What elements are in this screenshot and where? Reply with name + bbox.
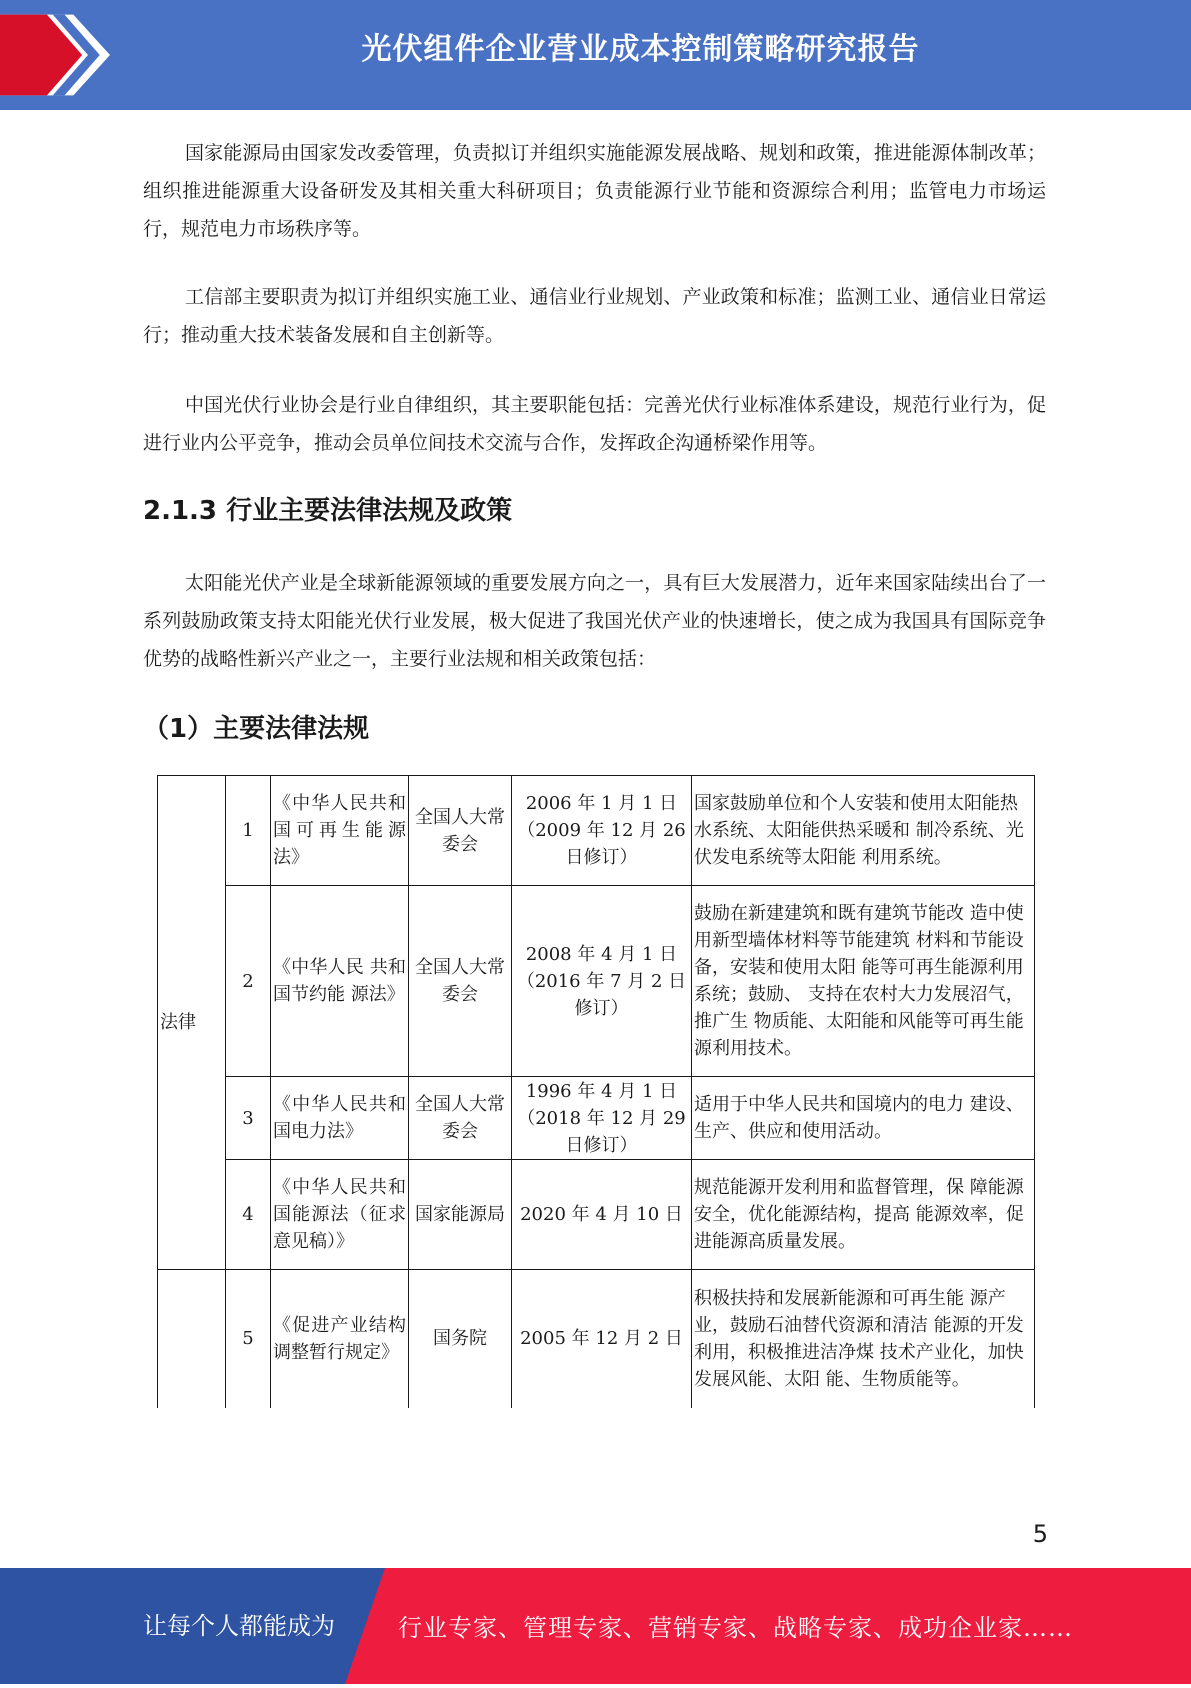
law-description: 鼓励在新建建筑和既有建筑节能改 造中使用新型墙体材料等节能建筑 材料和节能设备，安装和使用太阳 能等可再生能源利用系统；鼓励、 支持在农村大力发展沼气，推广生 物质能、太阳能和风能等可再生能 源利用技术。	[692, 886, 1035, 1077]
document-title: 光伏组件企业营业成本控制策略研究报告	[361, 32, 920, 67]
table-row	[158, 1270, 1035, 1408]
issuing-body: 全国人大常委会	[409, 776, 512, 886]
law-description: 国家鼓励单位和个人安装和使用太阳能热水系统、太阳能供热采暖和 制冷系统、光伏发电系统等太阳能 利用系统。	[692, 776, 1035, 886]
issuing-body: 国务院	[409, 1270, 512, 1408]
page-footer	[0, 1568, 1191, 1684]
section-heading: 2.1.3 行业主要法律法规及政策	[143, 496, 513, 526]
effective-date: 2005 年 12 月 2 日	[512, 1270, 692, 1408]
law-description: 积极扶持和发展新能源和可再生能 源产业，鼓励石油替代资源和清洁 能源的开发利用，积极推进洁净煤 技术产业化，加快发展风能、太阳 能、生物质能等。	[692, 1270, 1035, 1408]
paragraph-cpia: 中国光伏行业协会是行业自律组织，其主要职能包括：完善光伏行业标准体系建设，规范行业行为，促进行业内公平竞争，推动会员单位间技术交流与合作，发挥政企沟通桥梁作用等。	[143, 394, 1046, 454]
issuing-body: 全国人大常委会	[409, 886, 512, 1077]
category-cell: 法律	[158, 776, 226, 1270]
page-header	[0, 0, 1191, 110]
footer-slogan-left: 让每个人都能成为	[143, 1612, 335, 1640]
law-name: 《中华人民共和国可再生能源法》	[271, 776, 409, 886]
table-row	[158, 886, 1035, 1077]
law-name: 《中华人民共和国电力法》	[271, 1077, 409, 1160]
row-number: 3	[226, 1077, 271, 1160]
effective-date: 1996 年 4 月 1 日（2018 年 12 月 29 日修订）	[512, 1077, 692, 1160]
subsection-heading: （1）主要法律法规	[143, 714, 370, 744]
effective-date: 2008 年 4 月 1 日（2016 年 7 月 2 日修订）	[512, 886, 692, 1077]
table-row	[158, 776, 1035, 886]
row-number: 5	[226, 1270, 271, 1408]
effective-date: 2020 年 4 月 10 日	[512, 1160, 692, 1270]
row-number: 2	[226, 886, 271, 1077]
category-cell-empty	[158, 1270, 226, 1408]
paragraph-industry-intro: 太阳能光伏产业是全球新能源领域的重要发展方向之一，具有巨大发展潜力，近年来国家陆续出台了一系列鼓励政策支持太阳能光伏行业发展，极大促进了我国光伏产业的快速增长，使之成为我国具有国际竞争优势的战略性新兴产业之一，主要行业法规和相关政策包括：	[143, 572, 1046, 670]
paragraph-nea: 国家能源局由国家发改委管理，负责拟订并组织实施能源发展战略、规划和政策，推进能源体制改革；组织推进能源重大设备研发及其相关重大科研项目；负责能源行业节能和资源综合利用；监管电力市场运行，规范电力市场秩序等。	[143, 142, 1046, 240]
header-red-arrow-decoration	[0, 0, 110, 110]
issuing-body: 国家能源局	[409, 1160, 512, 1270]
effective-date: 2006 年 1 月 1 日（2009 年 12 月 26 日修订）	[512, 776, 692, 886]
row-number: 4	[226, 1160, 271, 1270]
law-name: 《促进产业结构调整暂行规定》	[271, 1270, 409, 1408]
law-name: 《中华人民共和国能源法（征求意见稿）》	[271, 1160, 409, 1270]
issuing-body: 全国人大常委会	[409, 1077, 512, 1160]
law-description: 适用于中华人民共和国境内的电力 建设、生产、供应和使用活动。	[692, 1077, 1035, 1160]
footer-slogan-right: 行业专家、管理专家、营销专家、战略专家、成功企业家……	[398, 1614, 1073, 1642]
table-row	[158, 1160, 1035, 1270]
law-table	[157, 775, 1035, 1408]
page-number: 5	[1032, 1520, 1048, 1548]
table-row	[158, 1077, 1035, 1160]
row-number: 1	[226, 776, 271, 886]
paragraph-miit: 工信部主要职责为拟订并组织实施工业、通信业行业规划、产业政策和标准；监测工业、通信业日常运行；推动重大技术装备发展和自主创新等。	[143, 286, 1046, 346]
law-description: 规范能源开发利用和监督管理，保 障能源安全，优化能源结构，提高 能源效率，促进能源高质量发展。	[692, 1160, 1035, 1270]
law-name: 《中华人民 共和国节约能 源法》	[271, 886, 409, 1077]
